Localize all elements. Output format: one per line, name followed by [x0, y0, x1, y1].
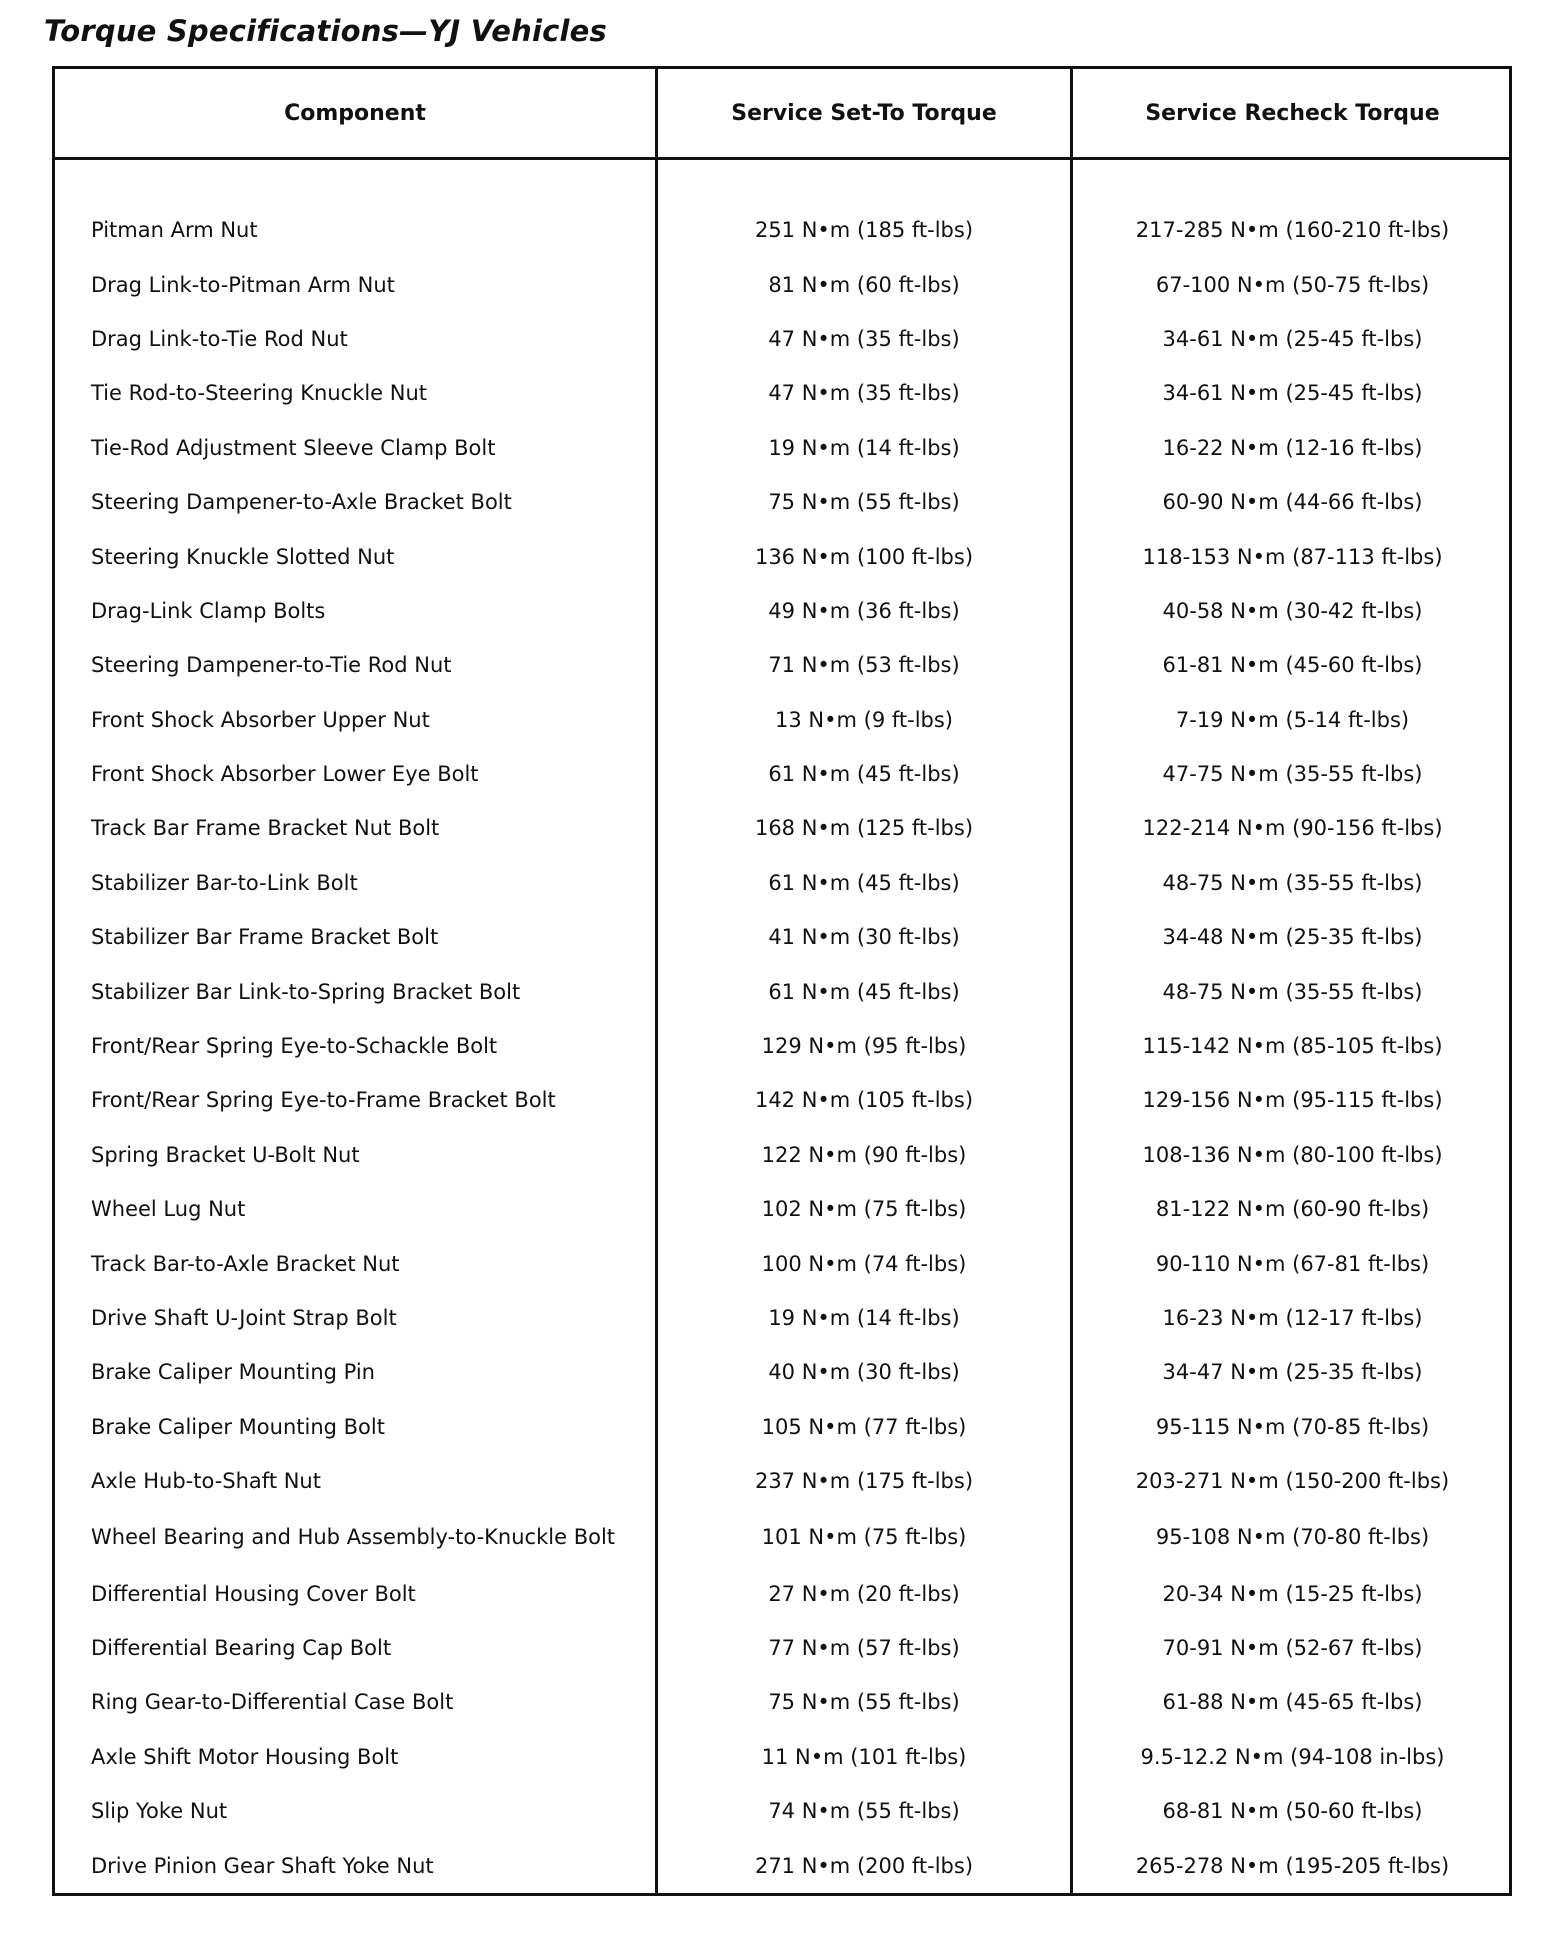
component-cell: Drag Link-to-Pitman Arm Nut	[91, 272, 395, 297]
table-row	[55, 964, 1509, 1018]
component-cell: Front Shock Absorber Upper Nut	[91, 707, 430, 732]
table-row	[55, 584, 1509, 638]
header-component: Component	[284, 100, 426, 126]
table-row	[55, 747, 1509, 801]
component-cell: Drag-Link Clamp Bolts	[91, 598, 326, 623]
component-cell: Track Bar Frame Bracket Nut Bolt	[91, 816, 440, 841]
recheck-torque-cell: 60-90 N•m (44-66 ft-lbs)	[1162, 490, 1423, 515]
recheck-torque-cell: 81-122 N•m (60-90 ft-lbs)	[1155, 1197, 1430, 1222]
component-cell: Drag Link-to-Tie Rod Nut	[91, 326, 348, 351]
set-to-torque-cell: 61 N•m (45 ft-lbs)	[768, 870, 960, 895]
header-set-to-torque: Service Set-To Torque	[731, 100, 997, 126]
recheck-torque-cell: 108-136 N•m (80-100 ft-lbs)	[1142, 1142, 1443, 1167]
recheck-torque-cell: 7-19 N•m (5-14 ft-lbs)	[1175, 707, 1410, 732]
recheck-torque-cell: 217-285 N•m (160-210 ft-lbs)	[1135, 218, 1450, 243]
table-row	[55, 1675, 1509, 1729]
table-row	[55, 312, 1509, 366]
recheck-torque-cell: 48-75 N•m (35-55 ft-lbs)	[1162, 979, 1423, 1004]
component-cell: Steering Knuckle Slotted Nut	[91, 544, 395, 569]
header-recheck-torque: Service Recheck Torque	[1145, 100, 1440, 126]
set-to-torque-cell: 19 N•m (14 ft-lbs)	[768, 1306, 960, 1330]
table-row	[55, 475, 1509, 529]
set-to-torque-cell: 61 N•m (45 ft-lbs)	[768, 979, 960, 1004]
recheck-torque-cell: 68-81 N•m (50-60 ft-lbs)	[1162, 1799, 1423, 1824]
table-row	[55, 1019, 1509, 1073]
recheck-torque-cell: 61-88 N•m (45-65 ft-lbs)	[1162, 1690, 1423, 1715]
component-cell: Wheel Bearing and Hub Assembly-to-Knuckle Bolt	[91, 1525, 616, 1550]
component-cell: Wheel Lug Nut	[91, 1197, 246, 1222]
table-row	[55, 1621, 1509, 1675]
component-cell: Brake Caliper Mounting Pin	[91, 1360, 375, 1385]
recheck-torque-cell: 16-23 N•m (12-17 ft-lbs)	[1162, 1306, 1423, 1330]
header-divider	[55, 157, 1509, 160]
set-to-torque-cell: 19 N•m (14 ft-lbs)	[768, 435, 960, 460]
table-row	[55, 856, 1509, 910]
set-to-torque-cell: 41 N•m (30 ft-lbs)	[768, 925, 960, 950]
recheck-torque-cell: 122-214 N•m (90-156 ft-lbs)	[1142, 816, 1443, 841]
table-row	[55, 1784, 1509, 1838]
table-row	[55, 421, 1509, 475]
recheck-torque-cell: 20-34 N•m (15-25 ft-lbs)	[1162, 1581, 1423, 1606]
set-to-torque-cell: 49 N•m (36 ft-lbs)	[768, 598, 960, 623]
component-cell: Tie-Rod Adjustment Sleeve Clamp Bolt	[91, 435, 496, 460]
component-cell: Steering Dampener-to-Tie Rod Nut	[91, 653, 452, 678]
set-to-torque-cell: 168 N•m (125 ft-lbs)	[754, 816, 974, 841]
table-row	[55, 1128, 1509, 1182]
recheck-torque-cell: 95-108 N•m (70-80 ft-lbs)	[1155, 1525, 1430, 1550]
recheck-torque-cell: 203-271 N•m (150-200 ft-lbs)	[1135, 1469, 1450, 1494]
set-to-torque-cell: 237 N•m (175 ft-lbs)	[754, 1469, 974, 1494]
set-to-torque-cell: 101 N•m (75 ft-lbs)	[761, 1525, 967, 1550]
table-row	[55, 1508, 1509, 1566]
recheck-torque-cell: 34-48 N•m (25-35 ft-lbs)	[1162, 925, 1423, 950]
component-cell: Differential Housing Cover Bolt	[91, 1581, 416, 1606]
set-to-torque-cell: 122 N•m (90 ft-lbs)	[761, 1142, 967, 1167]
recheck-torque-cell: 40-58 N•m (30-42 ft-lbs)	[1162, 598, 1423, 623]
recheck-torque-cell: 9.5-12.2 N•m (94-108 in-lbs)	[1140, 1744, 1445, 1769]
component-cell: Axle Shift Motor Housing Bolt	[91, 1744, 399, 1769]
torque-spec-table	[52, 66, 1512, 1896]
component-cell: Brake Caliper Mounting Bolt	[91, 1414, 385, 1439]
recheck-torque-cell: 34-61 N•m (25-45 ft-lbs)	[1162, 381, 1423, 406]
table-row	[55, 1073, 1509, 1127]
set-to-torque-cell: 27 N•m (20 ft-lbs)	[768, 1581, 960, 1606]
table-row	[55, 1236, 1509, 1290]
recheck-torque-cell: 115-142 N•m (85-105 ft-lbs)	[1142, 1034, 1443, 1059]
component-cell: Stabilizer Bar Link-to-Spring Bracket Bolt	[91, 979, 521, 1004]
component-cell: Tie Rod-to-Steering Knuckle Nut	[91, 381, 428, 406]
recheck-torque-cell: 16-22 N•m (12-16 ft-lbs)	[1162, 435, 1423, 460]
table-row	[55, 529, 1509, 583]
table-row	[55, 1566, 1509, 1620]
set-to-torque-cell: 251 N•m (185 ft-lbs)	[754, 218, 974, 243]
component-cell: Stabilizer Bar-to-Link Bolt	[91, 870, 358, 895]
component-cell: Pitman Arm Nut	[91, 218, 258, 243]
recheck-torque-cell: 48-75 N•m (35-55 ft-lbs)	[1162, 870, 1423, 895]
table-row	[55, 366, 1509, 420]
set-to-torque-cell: 77 N•m (57 ft-lbs)	[768, 1635, 960, 1660]
table-row	[55, 1291, 1509, 1345]
component-cell: Stabilizer Bar Frame Bracket Bolt	[91, 925, 439, 950]
table-row	[55, 1182, 1509, 1236]
set-to-torque-cell: 13 N•m (9 ft-lbs)	[775, 707, 953, 732]
set-to-torque-cell: 74 N•m (55 ft-lbs)	[768, 1799, 960, 1824]
component-cell: Ring Gear-to-Differential Case Bolt	[91, 1690, 454, 1715]
recheck-torque-cell: 265-278 N•m (195-205 ft-lbs)	[1135, 1853, 1450, 1878]
set-to-torque-cell: 75 N•m (55 ft-lbs)	[768, 490, 960, 515]
set-to-torque-cell: 81 N•m (60 ft-lbs)	[768, 272, 960, 297]
recheck-torque-cell: 90-110 N•m (67-81 ft-lbs)	[1155, 1251, 1430, 1276]
set-to-torque-cell: 105 N•m (77 ft-lbs)	[761, 1414, 967, 1439]
set-to-torque-cell: 40 N•m (30 ft-lbs)	[768, 1360, 960, 1385]
table-row	[55, 910, 1509, 964]
component-cell: Spring Bracket U-Bolt Nut	[91, 1142, 360, 1167]
page-title: Torque Specifications—YJ Vehicles	[44, 14, 607, 48]
table-row	[55, 1345, 1509, 1399]
table-row	[55, 638, 1509, 692]
set-to-torque-cell: 11 N•m (101 ft-lbs)	[761, 1744, 967, 1769]
table-row	[55, 693, 1509, 747]
component-cell: Front/Rear Spring Eye-to-Frame Bracket Bolt	[91, 1088, 556, 1113]
recheck-torque-cell: 118-153 N•m (87-113 ft-lbs)	[1142, 544, 1443, 569]
table-row	[55, 257, 1509, 311]
component-cell: Track Bar-to-Axle Bracket Nut	[91, 1251, 400, 1276]
component-cell: Steering Dampener-to-Axle Bracket Bolt	[91, 490, 512, 515]
component-cell: Front/Rear Spring Eye-to-Schackle Bolt	[91, 1034, 498, 1059]
set-to-torque-cell: 47 N•m (35 ft-lbs)	[768, 381, 960, 406]
table-row	[55, 1400, 1509, 1454]
recheck-torque-cell: 67-100 N•m (50-75 ft-lbs)	[1155, 272, 1430, 297]
component-cell: Slip Yoke Nut	[91, 1799, 228, 1824]
table-row	[55, 1454, 1509, 1508]
set-to-torque-cell: 61 N•m (45 ft-lbs)	[768, 762, 960, 787]
recheck-torque-cell: 34-47 N•m (25-35 ft-lbs)	[1162, 1360, 1423, 1385]
set-to-torque-cell: 142 N•m (105 ft-lbs)	[754, 1088, 974, 1113]
component-cell: Differential Bearing Cap Bolt	[91, 1635, 392, 1660]
recheck-torque-cell: 47-75 N•m (35-55 ft-lbs)	[1162, 762, 1423, 787]
set-to-torque-cell: 129 N•m (95 ft-lbs)	[761, 1034, 967, 1059]
component-cell: Front Shock Absorber Lower Eye Bolt	[91, 762, 479, 787]
set-to-torque-cell: 75 N•m (55 ft-lbs)	[768, 1690, 960, 1715]
set-to-torque-cell: 100 N•m (74 ft-lbs)	[761, 1251, 967, 1276]
table-row	[55, 1838, 1509, 1892]
component-cell: Drive Shaft U-Joint Strap Bolt	[91, 1306, 397, 1330]
set-to-torque-cell: 71 N•m (53 ft-lbs)	[768, 653, 960, 678]
table-row	[55, 1730, 1509, 1784]
set-to-torque-cell: 271 N•m (200 ft-lbs)	[754, 1853, 974, 1878]
recheck-torque-cell: 129-156 N•m (95-115 ft-lbs)	[1142, 1088, 1443, 1113]
set-to-torque-cell: 47 N•m (35 ft-lbs)	[768, 326, 960, 351]
component-cell: Drive Pinion Gear Shaft Yoke Nut	[91, 1853, 434, 1878]
recheck-torque-cell: 34-61 N•m (25-45 ft-lbs)	[1162, 326, 1423, 351]
table-header-row	[55, 69, 1509, 157]
set-to-torque-cell: 102 N•m (75 ft-lbs)	[761, 1197, 967, 1222]
recheck-torque-cell: 61-81 N•m (45-60 ft-lbs)	[1162, 653, 1423, 678]
table-row	[55, 203, 1509, 257]
set-to-torque-cell: 136 N•m (100 ft-lbs)	[754, 544, 974, 569]
recheck-torque-cell: 70-91 N•m (52-67 ft-lbs)	[1162, 1635, 1423, 1660]
table-row	[55, 801, 1509, 855]
table-body	[55, 203, 1509, 1893]
recheck-torque-cell: 95-115 N•m (70-85 ft-lbs)	[1155, 1414, 1430, 1439]
component-cell: Axle Hub-to-Shaft Nut	[91, 1469, 321, 1494]
